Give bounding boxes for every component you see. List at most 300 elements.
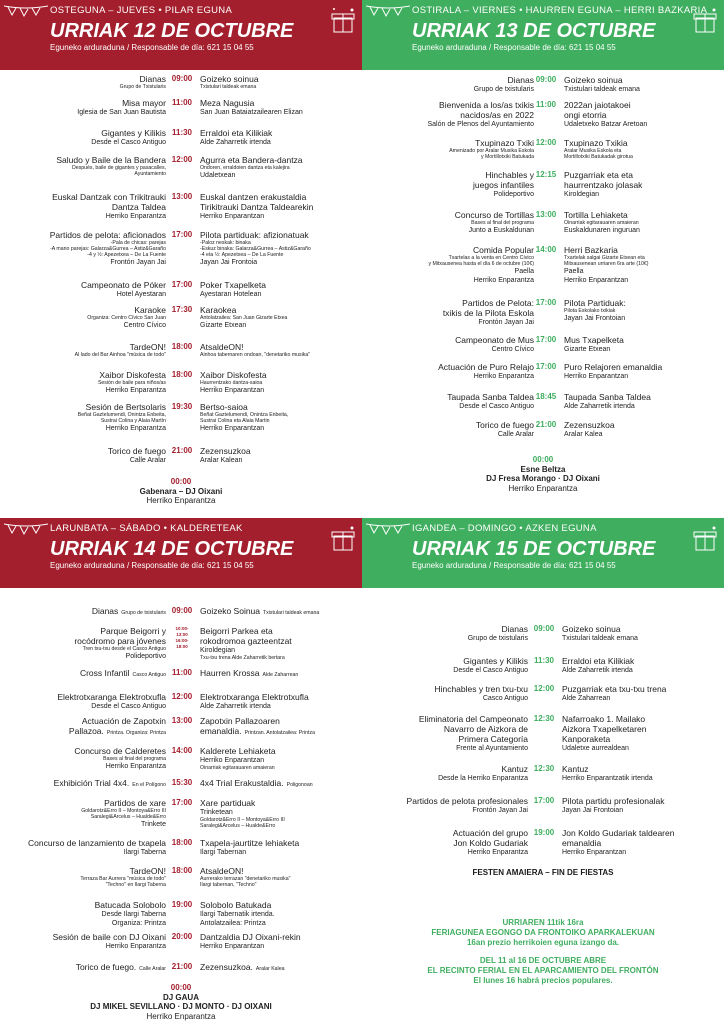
finale-acts: DJ GAUA (162, 992, 199, 1002)
event-title-es: Actuación del grupo (452, 828, 528, 838)
event-title-es: nacidos/as en 2022 (460, 110, 534, 120)
day-header (0, 518, 362, 588)
event-place-es: Centro Cívico (123, 322, 166, 329)
event-title-es: Actuación de Puro Relajo (438, 362, 534, 372)
day-label: LARUNBATA – SÁBADO • KALDERETEAK (50, 523, 243, 534)
event-name-es (74, 626, 166, 661)
event-time: 17:00 (171, 280, 193, 289)
event-name-eu (200, 962, 284, 972)
event-detail-es: Amenizado por Aralar Musika Eskola (449, 148, 534, 154)
event-title-es: Sesión de baile con DJ Oixani (52, 932, 166, 942)
event-name-es (50, 230, 166, 267)
event-title-es: juegos infantiles (473, 180, 534, 190)
event-place-eu: Aralar Kalea (564, 431, 603, 438)
event-place-eu: Printzan. Antolatzailea: Printza (244, 730, 315, 736)
event-title-es: TardeON! (129, 866, 166, 876)
fairground-notes (362, 918, 724, 986)
event-title-eu: Tirikitrauki Dantza Taldearekin (200, 202, 314, 212)
event-place-es: Herriko Enparantza (105, 763, 166, 770)
event-title-eu: Karaokea (200, 305, 237, 315)
event-title-es: Partidos de pelota profesionales (406, 796, 528, 806)
event-detail-eu: -4 eta ½: Apezetxea – De La Fuente (200, 252, 284, 258)
event-name-es (468, 624, 528, 643)
responsible-line: Eguneko arduraduna / Responsable de día: 621 15 04 55 (412, 43, 616, 52)
event-place-es: En el Polígono (132, 782, 166, 788)
event-place-eu: Paella (564, 268, 584, 275)
event-detail-es: -Pala de chicas: parejas (110, 240, 166, 246)
event-detail-es: Goldarotz&Erro II – Montoya&Erro III (81, 808, 166, 814)
date-title: URRIAK 15 DE OCTUBRE (412, 538, 656, 560)
event-place-es: Frontón Jayan Jai (472, 807, 528, 814)
event-title-eu: Erraldoi eta Kilikiak (562, 656, 635, 666)
event-place-es: Grupo de txistularis (121, 610, 166, 616)
event-title-eu: Bertso-saioa (200, 402, 248, 412)
event-place-eu: Kiroldegian (200, 647, 236, 654)
event-title-eu: Zapotxin Pallazoaren (200, 716, 280, 726)
event-name-es (438, 764, 528, 783)
event-title-es: Taupada Sanba Taldea (447, 392, 534, 402)
event-place-es: Organiza: Printza (111, 920, 166, 927)
finale (362, 455, 724, 493)
event-place-es: Calle Aralar (139, 966, 166, 972)
event-time: 11:30 (533, 656, 555, 665)
event-time: 18:00 (171, 370, 193, 379)
event-name-eu (562, 714, 646, 753)
event-place-eu: Alde Zaharretik irtenda (200, 139, 271, 146)
event-detail-es: Ayuntamiento (134, 171, 166, 177)
event-place-eu: Ilargi Tabernatik irtenda. (200, 911, 275, 918)
event-time: 19:00 (171, 900, 193, 909)
day-panel-14 (0, 518, 362, 1024)
event-name-es (455, 335, 534, 354)
event-name-eu (564, 100, 647, 129)
event-place-es: Trinkete (140, 821, 166, 828)
event-time: 09:00 (535, 75, 557, 84)
event-title-eu: Poker Txapelketa (200, 280, 266, 290)
event-title-es: Hinchables y (485, 170, 534, 180)
event-name-es (56, 155, 166, 177)
event-name-eu (564, 420, 615, 439)
event-title-eu: Elektrotxaranga Elektrotxufla (200, 692, 309, 702)
event-name-es (52, 192, 166, 221)
event-name-es (78, 402, 166, 433)
event-place-eu: San Juan Bataiatzailearen Elizan (200, 109, 303, 116)
event-name-eu (564, 392, 651, 411)
event-place-es: Herriko Enparantza (473, 373, 534, 380)
event-detail-eu: Ilargi tabernan, "Techno" (200, 882, 257, 888)
event-title-eu: ongi etorria (564, 110, 607, 120)
event-title-es: Navarro de Aizkora de (443, 724, 528, 734)
note-line: El lunes 16 habrá precios populares. (473, 976, 613, 985)
finale-place: Herriko Enparantza (508, 483, 578, 493)
responsible-line: Eguneko arduraduna / Responsable de día: 621 15 04 55 (50, 561, 254, 570)
gift-icon (690, 6, 720, 36)
event-time: 12:00 (533, 684, 555, 693)
event-title-es: Parque Beigorri y (100, 626, 166, 636)
event-title-eu: Goizeko soinua (562, 624, 621, 634)
event-title-eu: Beigorri Parkea eta (200, 626, 273, 636)
event-time: 18:00 (171, 866, 193, 875)
event-title-eu: Zezensuzkoa (200, 446, 251, 456)
event-title-es: Xaibor Diskofesta (99, 370, 166, 380)
event-place-es: Calle Aralar (497, 431, 534, 438)
event-name-es (74, 746, 166, 771)
event-title-eu: Euskal dantzen erakustaldia (200, 192, 307, 202)
event-detail-eu: Pilota Eskolako txikiak (564, 308, 616, 314)
event-detail-eu: Mortillotxiki Batukadak girotua (564, 154, 633, 160)
event-place-es: Desde el Casco Antiguo (91, 703, 166, 710)
event-title-es: Txupinazo Txiki (475, 138, 534, 148)
event-time: 20:00 (171, 932, 193, 941)
event-name-eu (200, 402, 288, 433)
event-place-eu: Kiroldegian (564, 191, 600, 198)
event-place-eu: Jayan Jai Frontoian (562, 807, 624, 814)
event-place-eu: Poligonoan (286, 782, 313, 788)
event-detail-eu: Txu-txu trena Alde Zaharretik bertara (200, 655, 285, 661)
event-name-es (455, 210, 534, 235)
event-name-es (108, 446, 166, 465)
event-title-es: Primera Categoría (458, 734, 528, 744)
note-line (362, 948, 724, 956)
event-title-es: Partidos de Pelota: (462, 298, 534, 308)
event-place-es: Frontón Jayan Jai (478, 319, 534, 326)
note-line: FERIAGUNEA EGONGO DA FRONTOIKO APARKALEKUAN (431, 928, 655, 937)
event-detail-es: y Mitxausenea hasta el día 6 de octubre (10€) (428, 261, 534, 267)
event-name-es (473, 170, 534, 199)
event-name-es (80, 866, 166, 888)
event-detail-es: Txartelas a la venta en Centro Cívico (448, 255, 534, 261)
event-time: 11:00 (535, 100, 557, 109)
event-name-eu (200, 128, 272, 147)
event-name-eu (200, 155, 303, 180)
event-time: 18:00 (171, 838, 193, 847)
event-place-eu: Aralar Kalea (255, 966, 285, 972)
event-place-es: Herriko Enparantza (105, 387, 166, 394)
event-title-es: Concurso de lanzamiento de txapela (28, 838, 166, 848)
event-detail-eu: Mitxausenean urriaren 6ra arte (10€) (564, 261, 649, 267)
event-title-eu: Xare partiduak (200, 798, 256, 808)
event-title-es: TardeON! (129, 342, 166, 352)
event-name-eu (200, 342, 310, 358)
event-time: 14:00 (535, 245, 557, 254)
event-place-eu: Ilargi Tabernan (200, 849, 247, 856)
event-detail-es: Grupo de Txistularis (119, 84, 166, 90)
day-header (362, 518, 724, 588)
event-place-es: Polideportivo (125, 653, 166, 660)
event-time: 09:00 (171, 74, 193, 83)
event-name-eu (200, 192, 313, 221)
event-place-eu: Gizarte Etxean (200, 322, 247, 329)
event-title-eu: Puro Relajoren emanaldia (564, 362, 663, 372)
event-detail-eu: Aurrerako terrazan "denetariko musika" (200, 876, 291, 882)
event-name-eu (564, 245, 648, 285)
event-place-eu: Alde Zaharretik irtenda (562, 667, 633, 674)
event-title-eu: Mus Txapelketa (564, 335, 624, 345)
event-place-eu: Herriko Enparantzan (562, 849, 627, 856)
event-time: 19:00 (533, 828, 555, 837)
event-title-es: Gigantes y Kilikis (101, 128, 166, 138)
event-place-eu: Ayestaran Hotelean (200, 291, 262, 298)
event-place-es: Frontón Jayan Jai (110, 259, 166, 266)
event-title-eu: Txapela-jaurtitze lehiaketa (200, 838, 300, 848)
event-name-eu (200, 838, 299, 857)
finale-time: 00:00 (170, 477, 192, 486)
event-time: 12:00 (171, 155, 193, 164)
event-detail-es: Terraza Bar Aurrera "música de todo" (80, 876, 166, 882)
event-time: 13:00 (171, 716, 193, 725)
event-title-es: Sesión de Bertsolaris (85, 402, 166, 412)
event-title-eu: haurrentzako jolasak (564, 180, 643, 190)
event-title-eu: Goizeko soinua (200, 74, 259, 84)
event-title-eu: emanaldia. (200, 726, 242, 736)
event-time: 15:30 (171, 778, 193, 787)
event-title-eu: Herri Bazkaria (564, 245, 618, 255)
event-name-eu (200, 932, 301, 951)
event-time: 17:00 (533, 796, 555, 805)
event-name-es (428, 245, 534, 285)
note-line: DEL 11 al 16 DE OCTUBRE ABRE (479, 956, 607, 965)
day-panel-13 (362, 0, 724, 512)
event-title-eu: rokodromoa gazteentzat (200, 636, 292, 646)
event-name-es (92, 606, 166, 616)
event-place-es: Salón de Plenos del Ayuntamiento (427, 121, 534, 128)
note-line: EL RECINTO FERIAL EN EL APARCAMIENTO DEL FRONTÓN (427, 966, 659, 975)
event-title-eu: Xaibor Diskofesta (200, 370, 267, 380)
bunting-icon (4, 522, 48, 536)
finale-acts: Esne Beltza (520, 464, 566, 474)
event-title-es: Misa mayor (122, 98, 166, 108)
event-name-eu (200, 668, 298, 678)
event-time: 09:00 (171, 606, 193, 615)
event-detail-es: Después, baile de gigantes y pasacalles, (71, 165, 166, 171)
event-title-eu: Erraldoi eta Kilikiak (200, 128, 273, 138)
day-panel-15 (362, 518, 724, 1024)
event-name-es (81, 280, 166, 299)
event-name-es (434, 684, 528, 703)
event-title-es: Torico de fuego. (75, 962, 137, 972)
event-time: 13:00 (171, 192, 193, 201)
event-title-es: Dianas (139, 74, 166, 84)
event-title-eu: Meza Nagusia (200, 98, 255, 108)
event-name-eu (200, 692, 309, 711)
bunting-icon (366, 522, 410, 536)
event-title-es: Euskal Dantzak con Trikitrauki (52, 192, 166, 202)
event-name-es (28, 838, 166, 857)
event-name-es (443, 298, 534, 327)
event-name-eu (562, 764, 653, 783)
event-place-eu: Aralar Kalean (200, 457, 243, 464)
event-title-es: Dianas (507, 75, 534, 85)
event-place-es: Casco Antiguo (132, 672, 166, 678)
event-time: 11:00 (171, 668, 193, 677)
event-title-es: Jon Koldo Gudariak (453, 838, 528, 848)
event-name-es (438, 362, 534, 381)
event-place-es: Printza. Organiza: Printza (106, 730, 166, 736)
event-place-es: Desde el Casco Antiguo (91, 139, 166, 146)
event-name-es (98, 370, 166, 395)
event-name-eu (200, 370, 267, 395)
event-time: 17:00 (171, 798, 193, 807)
event-name-es (77, 98, 166, 117)
event-title-es: Karaoke (134, 305, 166, 315)
event-title-es: Eliminatoria del Campeonato (418, 714, 528, 724)
event-title-es: Batucada Solobolo (94, 900, 166, 910)
event-place-es: Centro Cívico (491, 346, 534, 353)
event-name-eu (200, 74, 259, 90)
finale-acts-2: DJ MIKEL SEVILLANO · DJ MONTO · DJ OIXANI (90, 1002, 272, 1011)
event-name-es (57, 692, 166, 711)
event-name-es (407, 796, 528, 815)
event-place-eu: Trinketean (200, 809, 233, 816)
event-title-es: txikis de la Pilota Eskola (442, 308, 534, 318)
event-title-es: Exhibición Trial 4x4. (53, 778, 130, 788)
event-time: 10:00-13:00 16:00-18:00 (175, 626, 189, 649)
event-time: 21:00 (535, 420, 557, 429)
event-name-eu (564, 138, 633, 160)
event-place-eu: Herriko Enparantzan (564, 373, 629, 380)
event-name-es (91, 128, 166, 147)
event-place-eu: Alde Zaharretik irtenda (564, 403, 635, 410)
event-name-es (449, 138, 534, 160)
event-place-eu: Txistulari taldeak emana (562, 635, 638, 642)
event-name-es (76, 962, 166, 972)
event-title-eu: Puzgarriak eta eta (564, 170, 633, 180)
event-name-es (476, 420, 534, 439)
event-time: 11:30 (171, 128, 193, 137)
event-title-es: rocódromo para jóvenes (74, 636, 166, 646)
event-title-eu: Solobolo Batukada (200, 900, 272, 910)
event-title-es: Gigantes y Kilikis (463, 656, 528, 666)
event-place-es: Frente al Ayuntamiento (456, 745, 528, 752)
event-time: 13:00 (535, 210, 557, 219)
event-place-es: Desde la Herriko Enparantza (438, 775, 528, 782)
event-detail-es: -4 y ½: Apezetxea – De La Fuente (87, 252, 166, 258)
event-place-eu: Alde Zaharrean (262, 672, 299, 678)
day-label: OSTEGUNA – JUEVES • PILAR EGUNA (50, 5, 233, 16)
event-name-eu (564, 335, 624, 354)
event-name-eu (564, 75, 640, 94)
end-of-fiestas: FESTEN AMAIERA – FIN DE FIESTAS (472, 868, 614, 877)
event-name-eu (200, 230, 311, 267)
event-place-es: Desde el Casco Antiguo (453, 667, 528, 674)
event-detail-eu: Saralegi&Arcelus – Hualde&Erro (200, 823, 276, 829)
event-title-eu: Kanporaketa (562, 734, 611, 744)
event-title-eu: Kantuz (562, 764, 589, 774)
date-title: URRIAK 12 DE OCTUBRE (50, 20, 294, 42)
event-title-eu: Pilota partiduak: afizionatuak (200, 230, 309, 240)
finale-time: 00:00 (170, 983, 192, 992)
event-title-es: Pallazoa. (68, 726, 104, 736)
event-name-es (80, 668, 166, 678)
event-name-eu (564, 210, 640, 235)
date-title: URRIAK 14 DE OCTUBRE (50, 538, 294, 560)
note-line: URRIAREN 11tik 16ra (502, 918, 584, 927)
event-time: 12:15 (535, 170, 557, 179)
event-name-es (447, 392, 534, 411)
event-name-es (87, 305, 166, 330)
event-detail-es: Beñat Gaztelumendi, Onintza Enbeita, (77, 412, 166, 418)
event-place-es: Polideportivo (493, 191, 534, 198)
event-time: 17:00 (535, 362, 557, 371)
event-name-eu (200, 866, 290, 888)
event-name-es (95, 900, 166, 928)
event-title-eu: Taupada Sanba Taldea (564, 392, 651, 402)
day-panel-12 (0, 0, 362, 512)
event-place-eu: Herriko Enparantzan (200, 943, 265, 950)
event-detail-eu: -Paloz neskak: binaka (200, 240, 251, 246)
event-name-eu (564, 362, 662, 381)
event-name-eu (200, 626, 292, 661)
event-title-es: Concurso de Calderetes (74, 746, 166, 756)
event-title-eu: Zezensuzkoa (564, 420, 615, 430)
event-name-eu (200, 446, 251, 465)
event-place-eu: Herriko Enparantzatik irtenda (562, 775, 653, 782)
event-detail-eu: Ainhoa tabernaren ondoan, "denetariko musika" (200, 352, 311, 358)
event-time: 21:00 (171, 446, 193, 455)
gift-icon (328, 6, 358, 36)
event-time: 12:00 (171, 692, 193, 701)
event-title-es: Torico de fuego (107, 446, 166, 456)
event-detail-eu: Ondoren, erraldoien dantza eta kalejira (200, 165, 290, 171)
event-title-eu: Puzgarriak eta txu-txu trena (562, 684, 667, 694)
event-title-es: Actuación de Zapotxin (81, 716, 166, 726)
event-place-eu: Herriko Enparantzan (200, 213, 265, 220)
event-detail-es: Saralegi&Arcelus – Hualde&Erro (90, 814, 166, 820)
event-time: 14:00 (171, 746, 193, 755)
event-title-es: Torico de fuego (475, 420, 534, 430)
finale (0, 477, 362, 506)
event-place-es: Iglesia de San Juan Bautista (77, 109, 166, 116)
event-place-es: Desde Ilargi Taberna (101, 911, 166, 918)
event-title-eu: Txupinazo Txikia (564, 138, 628, 148)
event-detail-eu: Antolatzailea: San Juan Gizarte Etxea (200, 315, 288, 321)
event-time: 17:00 (535, 298, 557, 307)
event-title-es: Campeonato de Mus (455, 335, 534, 345)
event-title-eu: Dantzaldia DJ Oixani-rekin (200, 932, 301, 942)
event-name-es (453, 656, 528, 675)
event-title-es: Dianas (91, 606, 119, 616)
event-place-es: Herriko Enparantza (105, 943, 166, 950)
day-label: OSTIRALA – VIERNES • HAURREN EGUNA – HERRI BAZKARIA (412, 5, 708, 16)
event-detail-eu: Oinarriak egitarauaren amaieran (200, 765, 275, 771)
event-name-eu (200, 900, 275, 928)
date-title: URRIAK 13 DE OCTUBRE (412, 20, 656, 42)
event-title-es: Kantuz (501, 764, 528, 774)
event-title-es: Elektrotxaranga Elektrotxufla (57, 692, 166, 702)
event-title-es: Concurso de Tortillas (454, 210, 534, 220)
event-time: 12:00 (535, 138, 557, 147)
event-name-eu (562, 796, 665, 815)
event-detail-eu: Sustrai Colina eta Alaia Martin (200, 418, 270, 424)
event-place-eu: Udaletxean (200, 172, 236, 179)
event-name-eu (200, 305, 287, 330)
event-time: 18:00 (171, 342, 193, 351)
event-place-es: Paella (514, 268, 534, 275)
event-place-es: Grupo de txistularis (467, 635, 528, 642)
event-detail-es: Sustrai Colina y Alaia Martín (100, 418, 166, 424)
event-place-eu: Herriko Enparantzan (200, 425, 265, 432)
event-place-es: Grupo de txistularis (473, 86, 534, 93)
event-place-es: Junto a Euskaldunan (468, 227, 534, 234)
event-title-eu: 2022an jaiotakoei (564, 100, 631, 110)
event-title-eu: Nafarroako 1. Mailako (562, 714, 646, 724)
event-title-eu: AtsaldeON! (200, 342, 244, 352)
event-place-es: Herriko Enparantza (467, 849, 528, 856)
event-name-es (53, 932, 166, 951)
event-title-es: Partidos de xare (104, 798, 166, 808)
event-detail-eu: Oinarriak egitarauaren amaieran (564, 220, 639, 226)
event-time: 21:00 (171, 962, 193, 971)
